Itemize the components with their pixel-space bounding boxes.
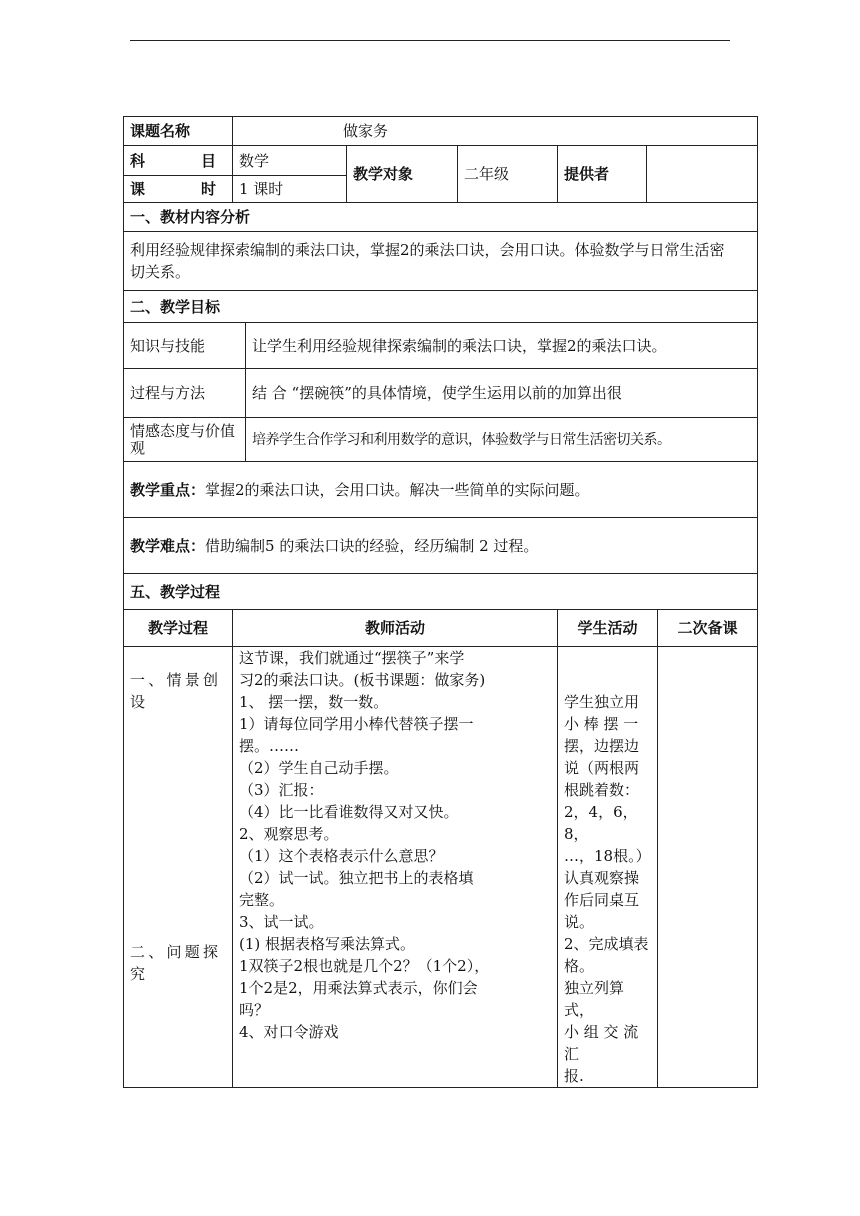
- teacher-line: 吗？: [239, 1001, 270, 1019]
- teacher-line: 这节课，我们就通过“摆筷子”来学: [239, 649, 465, 667]
- teacher-activity: [233, 647, 558, 1088]
- difficulty-text: 借助编制5 的乘法口诀的经验，经历编制 2 过程。: [205, 536, 539, 555]
- target-value: 二年级: [458, 146, 558, 203]
- student-line: 2，4，6，8，: [564, 803, 638, 843]
- student-line: 报.: [564, 1067, 584, 1085]
- teacher-line: 1个2是2，用乘法算式表示，你们会: [239, 979, 478, 997]
- teacher-line: 4、对口令游戏: [239, 1023, 339, 1041]
- student-line: 独立列算式，: [564, 979, 625, 1019]
- student-line: 小 棒 摆 一: [564, 715, 639, 733]
- student-line: 认真观察操: [564, 869, 640, 887]
- student-line: …，18根。）: [564, 847, 651, 865]
- subject-label: 科 目: [124, 146, 233, 176]
- goal-label: 过程与方法: [124, 369, 246, 418]
- process-header: 教学过程: [124, 610, 233, 647]
- target-label: 教学对象: [347, 146, 458, 203]
- stage-cell: [124, 647, 233, 1088]
- student-line: 小 组 交 流 汇: [564, 1023, 639, 1063]
- student-line: 格。: [564, 957, 595, 975]
- section-title: 五、教学过程: [124, 574, 758, 610]
- course-name-label: 课题名称: [124, 117, 233, 146]
- student-line: 学生独立用: [564, 693, 640, 711]
- teacher-activity-header: 教师活动: [233, 610, 558, 647]
- student-line: 说（两根两: [564, 759, 640, 777]
- hours-value: 1 课时: [233, 176, 347, 203]
- header-rule: [130, 40, 730, 41]
- teacher-line: （3）汇报：: [239, 781, 324, 799]
- provider-label: 提供者: [558, 146, 647, 203]
- student-activity-header: 学生活动: [558, 610, 658, 647]
- teacher-line: 1双筷子2根也就是几个2？（1个2），: [239, 957, 490, 975]
- student-line: 摆，边摆边: [564, 737, 640, 755]
- student-activity: [558, 647, 658, 1088]
- subject-value: 数学: [233, 146, 347, 176]
- teacher-line: 1）请每位同学用小棒代替筷子摆一: [239, 715, 474, 733]
- goal-content: 培养学生合作学习和利用数学的意识，体验数学与日常生活密切关系。: [246, 418, 758, 462]
- student-line: 说。: [564, 913, 595, 931]
- difficulty: [124, 518, 758, 574]
- second-prep-header: 二次备课: [658, 610, 758, 647]
- teacher-line: (1) 根据表格写乘法算式。: [239, 935, 416, 953]
- stage-2: 二、问题探究: [130, 943, 218, 983]
- teacher-line: 习2的乘法口诀。(板书课题：做家务): [239, 671, 486, 689]
- teacher-line: （1）这个表格表示什么意思？: [239, 847, 444, 865]
- lesson-plan-table-wrapper: [123, 116, 757, 1085]
- student-line: 作后同桌互: [564, 891, 640, 909]
- second-prep-cell: [658, 647, 758, 1088]
- teacher-line: （2）学生自己动手摆。: [239, 759, 399, 777]
- hours-label: 课 时: [124, 176, 233, 203]
- lesson-plan-table: [123, 116, 758, 1088]
- goal-label: 知识与技能: [124, 323, 246, 369]
- goal-label: 情感态度与价值观: [124, 418, 246, 462]
- goal-content: 结 合 “摆碗筷”的具体情境，使学生运用以前的加算出很: [246, 369, 758, 418]
- teacher-line: 摆。……: [239, 737, 300, 755]
- teacher-line: （2）试一试。独立把书上的表格填: [239, 869, 474, 887]
- section-title: 二、教学目标: [124, 291, 758, 323]
- course-name-value: 做家务: [233, 117, 758, 146]
- goal-content: 让学生利用经验规律探索编制的乘法口诀，掌握2的乘法口诀。: [246, 323, 758, 369]
- teacher-line: 1、 摆一摆，数一数。: [239, 693, 389, 711]
- material-analysis-text: 利用经验规律探索编制的乘法口诀，掌握2的乘法口诀，会用口诀。体验数学与日常生活密切关系。: [124, 232, 758, 291]
- teacher-line: 3、试一试。: [239, 913, 324, 931]
- section-title: 一、教材内容分析: [124, 203, 758, 232]
- key-point-text: 掌握2的乘法口诀，会用口诀。解决一些简单的实际问题。: [205, 480, 590, 499]
- teacher-line: 完整。: [239, 891, 285, 909]
- provider-value: [647, 146, 758, 203]
- teacher-line: （4）比一比看谁数得又对又快。: [239, 803, 459, 821]
- key-point-label: 教学重点：: [130, 480, 206, 499]
- stage-1: 一、情景创设: [130, 671, 218, 711]
- difficulty-label: 教学难点：: [130, 536, 206, 555]
- student-line: 2、完成填表: [564, 935, 649, 953]
- student-line: 根跳着数：: [564, 781, 640, 799]
- teacher-line: 2、观察思考。: [239, 825, 339, 843]
- key-point: [124, 462, 758, 518]
